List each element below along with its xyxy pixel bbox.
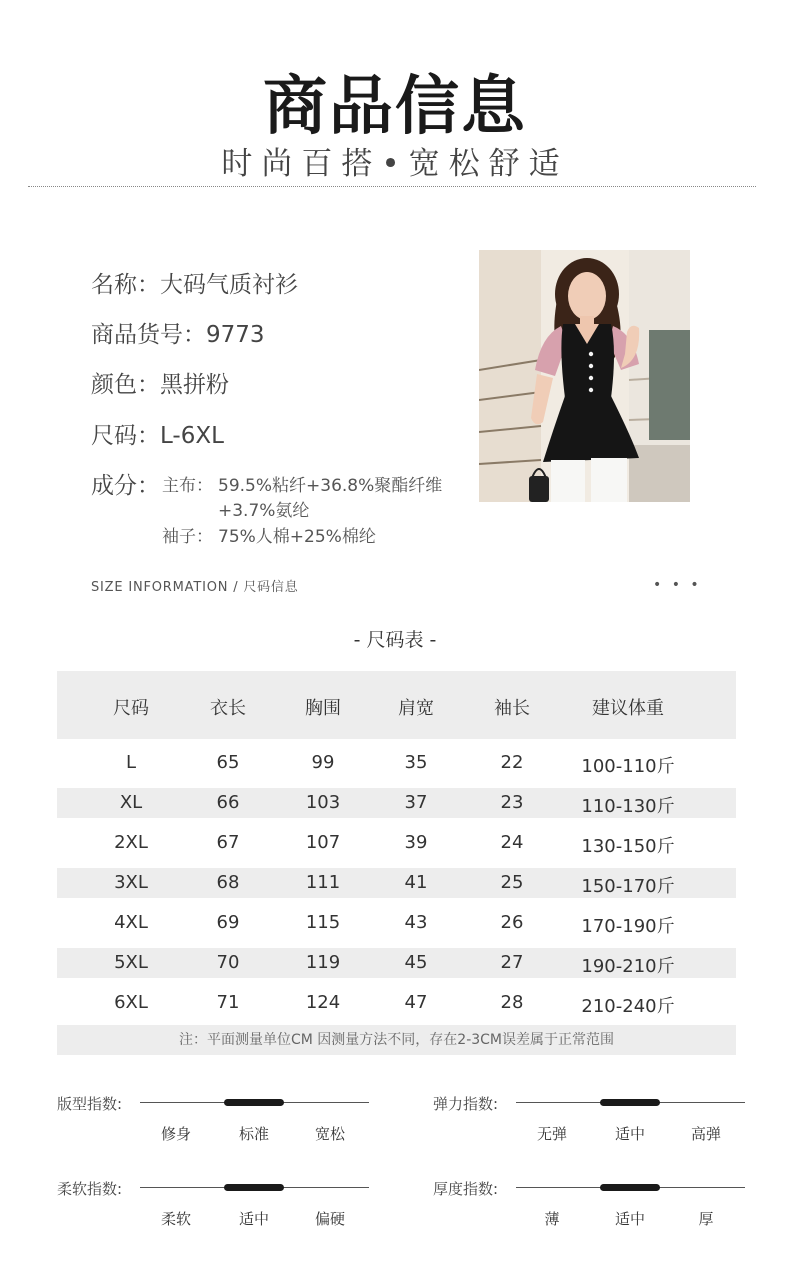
table-cell: 210-240斤 bbox=[581, 996, 675, 1017]
size-table-title: - 尺码表 - bbox=[353, 629, 437, 651]
table-cell: 119 bbox=[305, 952, 341, 973]
table-cell: 103 bbox=[305, 792, 341, 813]
index-option: 高弹 bbox=[690, 1125, 721, 1143]
table-cell: 99 bbox=[311, 752, 335, 773]
size-info-heading: SIZE INFORMATION / 尺码信息 bbox=[91, 580, 299, 595]
index-option: 柔软 bbox=[160, 1210, 191, 1228]
table-cell: 115 bbox=[305, 912, 341, 933]
table-cell: 37 bbox=[404, 792, 428, 813]
product-code-label: 商品货号： bbox=[91, 322, 206, 348]
table-cell: 107 bbox=[305, 832, 341, 853]
index-option: 无弹 bbox=[536, 1125, 567, 1143]
index-option: 适中 bbox=[614, 1125, 645, 1143]
index-option: 适中 bbox=[614, 1210, 645, 1228]
index-option: 修身 bbox=[160, 1125, 191, 1143]
table-cell: 110-130斤 bbox=[581, 796, 675, 817]
index-selected-marker bbox=[224, 1099, 284, 1106]
column-header: 尺码 bbox=[113, 698, 149, 719]
table-cell: 170-190斤 bbox=[581, 916, 675, 937]
product-code bbox=[91, 316, 265, 349]
composition-label: 成分： bbox=[91, 473, 160, 499]
size-cell: 3XL bbox=[114, 872, 148, 893]
table-cell: 35 bbox=[404, 752, 428, 773]
table-cell: 41 bbox=[404, 872, 428, 893]
table-cell: 27 bbox=[500, 952, 524, 973]
index-selected-marker bbox=[224, 1184, 284, 1191]
table-cell: 47 bbox=[404, 992, 428, 1013]
index-selected-marker bbox=[600, 1184, 660, 1191]
product-photo bbox=[479, 250, 690, 502]
page-subtitle: 时尚百搭•宽松舒适 bbox=[221, 146, 569, 182]
product-size bbox=[91, 417, 224, 450]
sleeve-fabric-value: 75%人棉+25%棉纶 bbox=[218, 527, 376, 547]
index-option: 标准 bbox=[238, 1125, 269, 1143]
index-option: 厚 bbox=[698, 1210, 714, 1228]
table-cell: 24 bbox=[500, 832, 524, 853]
index-label: 弹力指数: bbox=[433, 1095, 499, 1113]
table-cell: 39 bbox=[404, 832, 428, 853]
table-cell: 130-150斤 bbox=[581, 836, 675, 857]
index-label: 版型指数: bbox=[57, 1095, 123, 1113]
table-cell: 111 bbox=[305, 872, 341, 893]
more-dots-icon: • • • bbox=[653, 577, 702, 593]
table-cell: 190-210斤 bbox=[581, 956, 675, 977]
page-title: 商品信息 bbox=[263, 70, 527, 144]
product-color-label: 颜色： bbox=[91, 372, 160, 398]
column-header: 肩宽 bbox=[398, 698, 434, 719]
index-option: 薄 bbox=[544, 1210, 560, 1228]
product-size-value: L-6XL bbox=[160, 423, 224, 449]
table-cell: 70 bbox=[216, 952, 240, 973]
index-option: 偏硬 bbox=[314, 1210, 345, 1228]
table-cell: 28 bbox=[500, 992, 524, 1013]
column-header: 袖长 bbox=[494, 698, 530, 719]
table-cell: 43 bbox=[404, 912, 428, 933]
product-color bbox=[91, 366, 229, 399]
index-option: 宽松 bbox=[314, 1125, 345, 1143]
main-fabric-value-cont: +3.7%氨纶 bbox=[218, 501, 310, 521]
column-header: 衣长 bbox=[210, 698, 246, 719]
index-label: 厚度指数: bbox=[433, 1180, 499, 1198]
table-cell: 66 bbox=[216, 792, 240, 813]
table-cell: 124 bbox=[305, 992, 341, 1013]
size-cell: 6XL bbox=[114, 992, 148, 1013]
product-size-label: 尺码： bbox=[91, 423, 160, 449]
size-cell: 2XL bbox=[114, 832, 148, 853]
table-cell: 150-170斤 bbox=[581, 876, 675, 897]
column-header: 胸围 bbox=[305, 698, 341, 719]
table-cell: 100-110斤 bbox=[581, 756, 675, 777]
table-cell: 22 bbox=[500, 752, 524, 773]
sleeve-fabric-label: 袖子： bbox=[162, 527, 213, 547]
size-cell: 4XL bbox=[114, 912, 148, 933]
table-cell: 65 bbox=[216, 752, 240, 773]
column-header: 建议体重 bbox=[592, 698, 664, 719]
measurement-note: 注：平面测量单位CM 因测量方法不同，存在2-3CM误差属于正常范围 bbox=[57, 1025, 736, 1055]
table-cell: 23 bbox=[500, 792, 524, 813]
index-option: 适中 bbox=[238, 1210, 269, 1228]
table-cell: 69 bbox=[216, 912, 240, 933]
table-cell: 45 bbox=[404, 952, 428, 973]
table-cell: 68 bbox=[216, 872, 240, 893]
main-fabric-value: 59.5%粘纤+36.8%聚酯纤维 bbox=[218, 476, 443, 496]
main-fabric-label: 主布： bbox=[162, 476, 213, 496]
header-divider bbox=[28, 186, 756, 187]
size-cell: 5XL bbox=[114, 952, 148, 973]
product-color-value: 黑拼粉 bbox=[160, 372, 229, 398]
table-cell: 67 bbox=[216, 832, 240, 853]
index-selected-marker bbox=[600, 1099, 660, 1106]
size-cell: L bbox=[125, 752, 137, 773]
product-name-label: 名称： bbox=[91, 272, 160, 298]
table-cell: 25 bbox=[500, 872, 524, 893]
size-cell: XL bbox=[119, 792, 143, 813]
index-label: 柔软指数: bbox=[57, 1180, 123, 1198]
table-cell: 71 bbox=[216, 992, 240, 1013]
product-name-value: 大码气质衬衫 bbox=[160, 272, 298, 298]
product-name bbox=[91, 266, 298, 299]
table-cell: 26 bbox=[500, 912, 524, 933]
product-code-value: 9773 bbox=[206, 322, 265, 348]
